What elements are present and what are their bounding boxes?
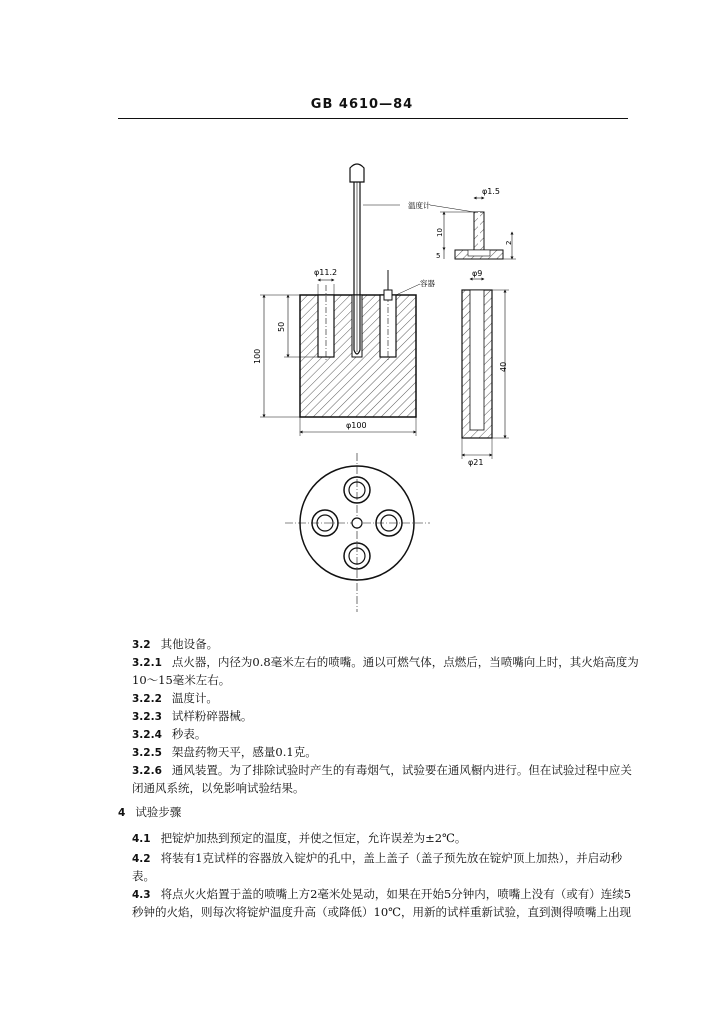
para-3-2-4 [118, 726, 642, 744]
para-num: 3.2 [132, 639, 151, 651]
para-num: 3.2.3 [132, 711, 162, 723]
label-cont-d-top: φ9 [472, 269, 483, 278]
para-text: 将装有1克试样的容器放入锭炉的孔中，盖上盖子（盖子预先放在锭炉顶上加热），并启动秒表。 [132, 851, 623, 883]
para-3-2-6 [118, 762, 642, 797]
section-title: 试验步骤 [135, 805, 182, 819]
label-cont-h: 40 [499, 361, 508, 372]
para-text: 架盘药物天平，感量0.1克。 [171, 745, 317, 759]
para-num: 4.3 [132, 889, 151, 901]
para-text: 把锭炉加热到预定的温度，并使之恒定，允许误差为±2℃。 [160, 831, 467, 845]
para-num: 3.2.1 [132, 657, 162, 669]
para-4-3 [118, 886, 642, 921]
para-num: 3.2.4 [132, 729, 162, 741]
furnace-top-view [285, 453, 430, 612]
label-h-hole: 50 [277, 321, 286, 332]
para-3-2-5 [118, 744, 642, 762]
para-num: 3.2.5 [132, 747, 162, 759]
para-3-2 [118, 636, 642, 654]
para-text: 将点火火焰置于盖的喷嘴上方2毫米处晃动，如果在开始5分钟内，喷嘴上没有（或有）连续5秒钟的火焰，则每次将锭炉温度升高（或降低）10℃，用新的试样重新试验，直到测得喷嘴上出现 [132, 887, 632, 919]
para-num: 3.2.6 [132, 765, 162, 777]
para-4-2 [118, 850, 642, 885]
para-3-2-2 [118, 690, 642, 708]
para-text: 温度计。 [171, 691, 218, 705]
para-3-2-3 [118, 708, 642, 726]
para-text: 试样粉碎器械。 [171, 709, 253, 723]
para-num: 4.1 [132, 833, 151, 845]
para-text: 点火器，内径为0.8毫米左右的喷嘴。通以可燃气体，点燃后，当喷嘴向上时，其火焰高度为10～15毫米左右。 [132, 655, 639, 687]
section-heading [118, 804, 628, 822]
label-lid-d: φ1.5 [482, 187, 500, 196]
label-lid-h10: 10 [436, 228, 444, 237]
para-text: 通风装置。为了排除试验时产生的有毒烟气，试验要在通风橱内进行。但在试验过程中应关闭通风系统，以免影响试验结果。 [132, 763, 632, 795]
document-header: GB 4610—84 [310, 97, 414, 112]
section-num: 4 [118, 807, 126, 819]
label-d-block: φ100 [346, 421, 367, 430]
para-num: 3.2.2 [132, 693, 162, 705]
label-h-block: 100 [253, 348, 262, 364]
para-text: 秒表。 [171, 727, 207, 741]
label-d-hole: φ11.2 [314, 268, 338, 277]
para-text: 其他设备。 [160, 637, 219, 651]
lid-detail [430, 187, 516, 260]
label-cont-d-bottom: φ21 [468, 458, 484, 467]
label-lid-h2: 2 [505, 240, 513, 245]
para-3-2-1 [118, 654, 642, 689]
para-4-1 [118, 830, 642, 848]
container-detail [462, 269, 509, 467]
para-num: 4.2 [132, 853, 151, 865]
label-lid-h5: 5 [436, 252, 441, 260]
furnace-block [300, 285, 416, 417]
label-thermometer: 温度计 [408, 201, 431, 210]
label-container: 容器 [420, 279, 435, 288]
